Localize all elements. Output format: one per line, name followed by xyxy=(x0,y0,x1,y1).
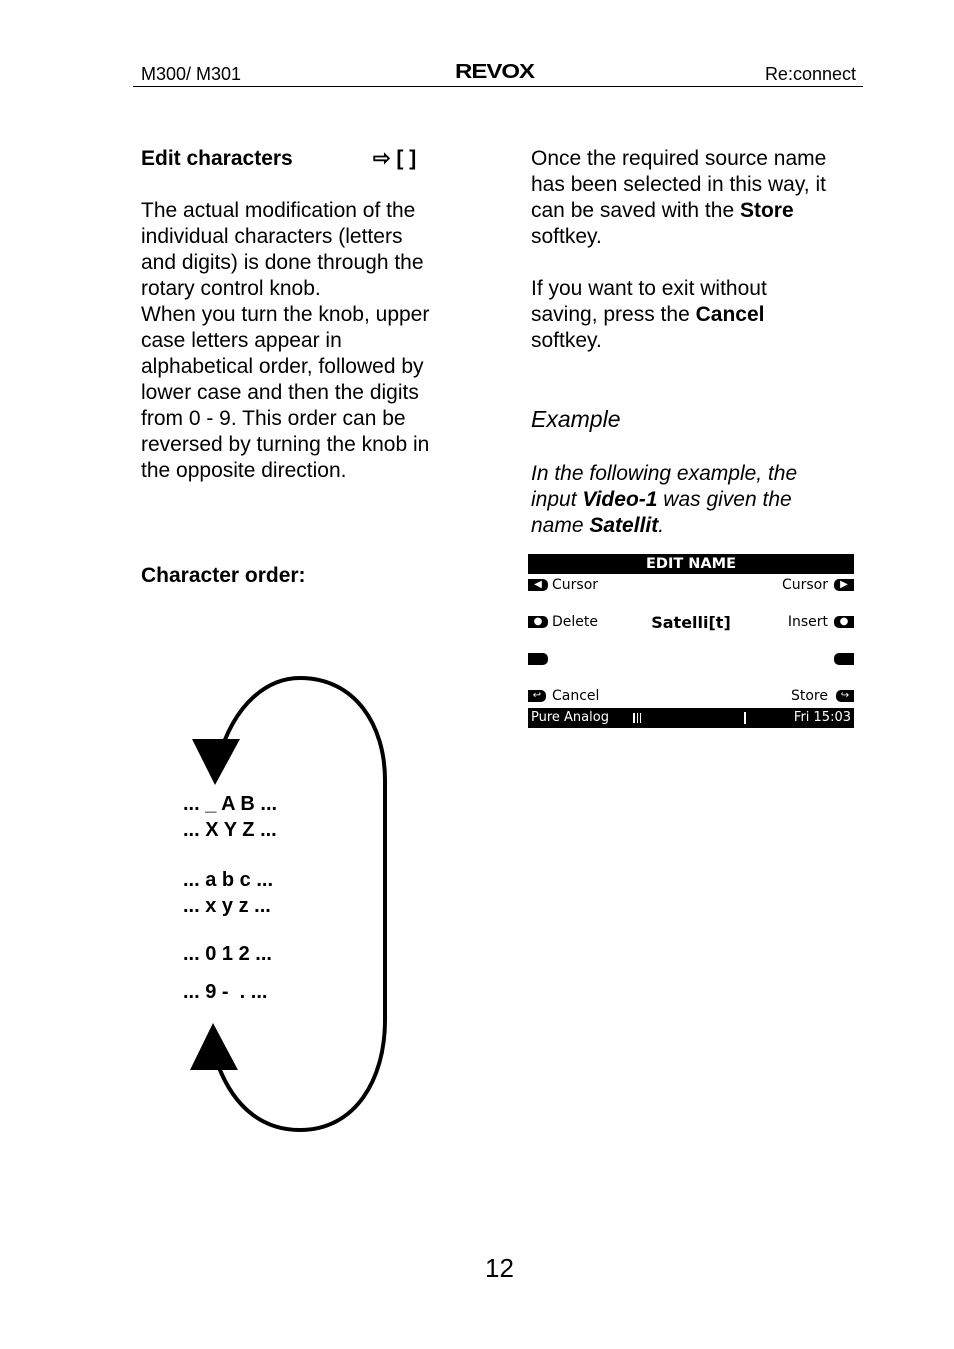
cancel-paragraph xyxy=(531,276,861,354)
text-line: from 0 - 9. This order can be xyxy=(141,407,406,430)
cancel-icon: ↩ xyxy=(532,690,542,701)
text-line: input Video-1 was given the xyxy=(531,488,792,511)
softkey-label-cursor-left: Cursor xyxy=(552,577,599,593)
page-number: 12 xyxy=(485,1253,514,1283)
text-line: name Satellit. xyxy=(531,514,665,537)
softkey-right-2[interactable] xyxy=(834,616,854,628)
order-line: ... 0 1 2 ... xyxy=(183,943,272,965)
level-bar-icon xyxy=(637,713,638,723)
store-paragraph xyxy=(531,146,861,250)
order-heading: Character order: xyxy=(141,564,306,587)
softkey-left-1[interactable] xyxy=(528,579,548,591)
store-keyword: Store xyxy=(739,199,794,222)
lcd-status-bar xyxy=(528,708,854,728)
text-line: reversed by turning the knob in xyxy=(141,433,430,456)
text-line: saving, press the Cancel xyxy=(531,303,765,326)
store-icon: ↪ xyxy=(840,690,850,701)
level-bar-icon xyxy=(640,713,641,723)
text-line: alphabetical order, followed by xyxy=(141,355,424,378)
brand-logo: REVOX xyxy=(455,60,535,84)
arrow-left-icon: ◀ xyxy=(534,579,542,590)
lcd-edit-name: Satelli[t] xyxy=(651,613,731,632)
softkey-label-cursor-right: Cursor xyxy=(781,577,828,593)
text-line: In the following example, the xyxy=(531,462,798,485)
header-product: Re:connect xyxy=(764,64,856,84)
description-paragraph xyxy=(141,198,471,484)
key-symbol: ⇨ [ ] xyxy=(373,147,417,170)
order-line: ... 9 - . ... xyxy=(183,981,268,1003)
text-line: If you want to exit without xyxy=(531,277,767,300)
text-line: softkey. xyxy=(531,225,602,248)
softkey-label-delete: Delete xyxy=(552,614,598,630)
text-line: has been selected in this way, it xyxy=(531,173,826,196)
softkey-label-cancel: Cancel xyxy=(552,688,600,704)
text-line: The actual modification of the xyxy=(141,199,416,222)
lcd-title: EDIT NAME xyxy=(528,554,854,574)
softkey-label-insert: Insert xyxy=(787,614,828,630)
text-line: lower case and then the digits xyxy=(141,381,419,404)
order-line: ... a b c ... xyxy=(183,869,274,891)
arrow-up-icon xyxy=(190,1023,238,1070)
example-paragraph xyxy=(531,461,861,539)
softkey-right-4[interactable] xyxy=(836,690,854,702)
order-line: ... X Y Z ... xyxy=(183,819,277,841)
header-rule xyxy=(133,86,863,87)
order-line: ... x y z ... xyxy=(183,895,271,917)
text-line: When you turn the knob, upper xyxy=(141,303,430,326)
softkey-left-3[interactable] xyxy=(528,653,548,665)
order-line: ... _ A B ... xyxy=(183,793,278,815)
arrow-down-icon xyxy=(192,739,240,785)
cancel-keyword: Cancel xyxy=(695,303,765,326)
text-line: rotary control knob. xyxy=(141,277,321,300)
lcd-screen xyxy=(528,554,854,728)
softkey-right-3[interactable] xyxy=(834,653,854,665)
dot-icon: ● xyxy=(533,616,543,627)
text-line: softkey. xyxy=(531,329,602,352)
header-model: M300/ M301 xyxy=(141,64,242,84)
dot-icon: ● xyxy=(839,616,849,627)
text-line: individual characters (letters xyxy=(141,225,403,248)
text-line: case letters appear in xyxy=(141,329,342,352)
softkey-left-4[interactable] xyxy=(528,690,546,702)
softkey-right-1[interactable] xyxy=(834,579,854,591)
volume-marker-icon xyxy=(744,712,746,724)
example-heading: Example xyxy=(531,406,621,432)
text-line: the opposite direction. xyxy=(141,459,347,482)
text-line: Once the required source name xyxy=(531,147,827,170)
status-time: Fri 15:03 xyxy=(793,710,851,725)
status-source: Pure Analog xyxy=(531,710,609,725)
level-bar-icon xyxy=(633,713,635,723)
section-heading: Edit characters xyxy=(141,147,293,170)
arrow-right-icon: ▶ xyxy=(840,579,848,590)
text-line: can be saved with the Store xyxy=(531,199,794,222)
softkey-label-store: Store xyxy=(790,688,828,704)
input-name: Video-1 xyxy=(582,488,658,511)
text-line: and digits) is done through the xyxy=(141,251,424,274)
new-name: Satellit xyxy=(589,514,659,537)
